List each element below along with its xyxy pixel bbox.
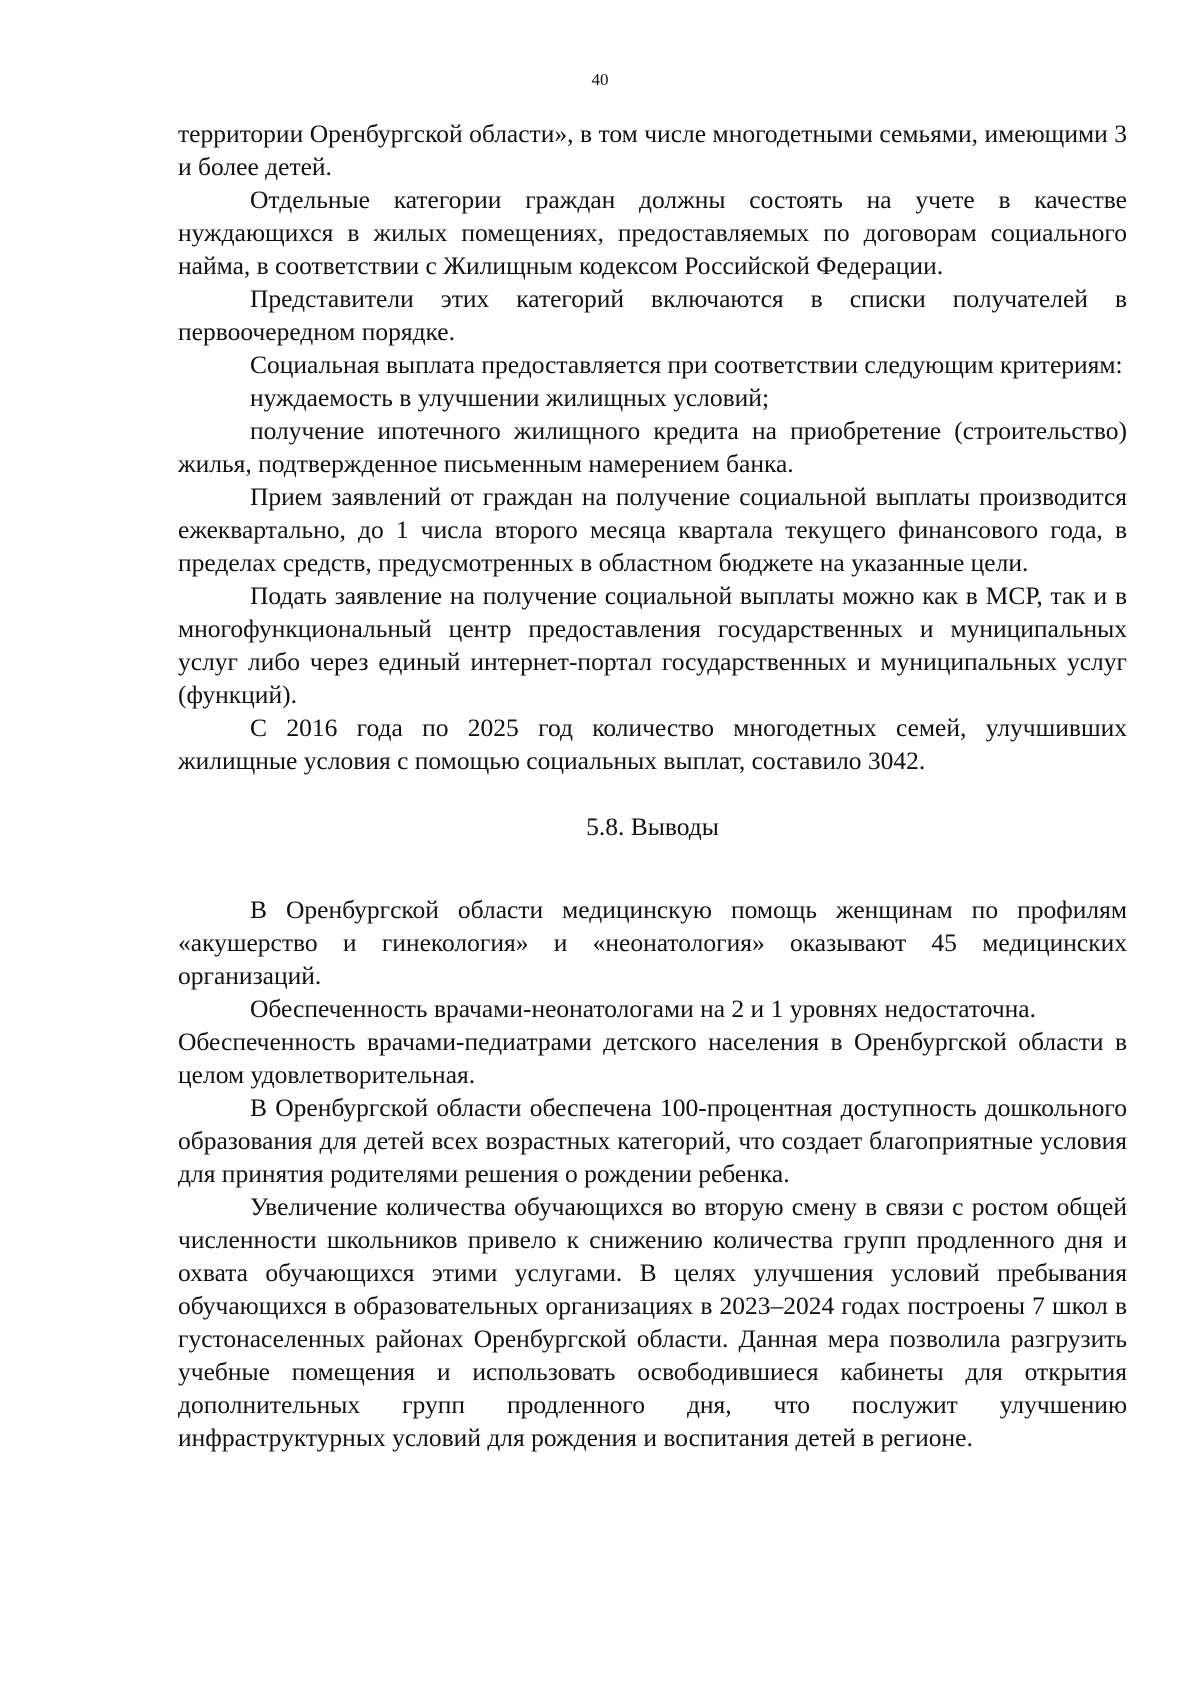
paragraph: В Оренбургской области медицинскую помощь женщинам по профилям «акушерство и гинекология» и «неонатология» оказывают 45 медицинских организаций. bbox=[178, 895, 1127, 990]
paragraphs-after-heading bbox=[178, 893, 1127, 1454]
document-body bbox=[178, 117, 1127, 1454]
section-heading: 5.8. Выводы bbox=[586, 812, 719, 841]
paragraph: Подать заявление на получение социальной выплаты можно как в МСР, так и в многофункциональный центр предоставления государственных и муниципальных услуг либо через единый интернет-портал государственных и муниципальных услуг (функций). bbox=[178, 581, 1127, 709]
paragraph: С 2016 года по 2025 год количество многодетных семей, улучшивших жилищные условия с помощью социальных выплат, составило 3042. bbox=[178, 713, 1127, 775]
paragraph: Обеспеченность врачами-педиатрами детского населения в Оренбургской области в целом удовлетворительная. bbox=[178, 1027, 1127, 1089]
paragraph: Увеличение количества обучающихся во вторую смену в связи с ростом общей численности школьников привело к снижению количества групп продленного дня и охвата обучающихся этими услугами. В целях улучшения условий пребывания обучающихся в образовательных организациях в 2023–2024 годах построены 7 школ в густонаселенных районах Оренбургской области. Данная мера позволила разгрузить учебные помещения и использовать освободившиеся кабинеты для открытия дополнительных групп продленного дня, что послужит улучшению инфраструктурных условий для рождения и воспитания детей в регионе. bbox=[178, 1192, 1127, 1452]
paragraph: получение ипотечного жилищного кредита на приобретение (строительство) жилья, подтвержденное письменным намерением банка. bbox=[178, 416, 1127, 478]
paragraph: В Оренбургской области обеспечена 100-процентная доступность дошкольного образования для детей всех возрастных категорий, что создает благоприятные условия для принятия родителями решения о рождении ребенка. bbox=[178, 1093, 1127, 1188]
page-number: 40 bbox=[591, 70, 609, 89]
paragraph: Отдельные категории граждан должны состоять на учете в качестве нуждающихся в жилых помещениях, предоставляемых по договорам социального найма, в соответствии с Жилищным кодексом Российской Федерации. bbox=[178, 185, 1127, 280]
paragraph: Прием заявлений от граждан на получение социальной выплаты производится ежеквартально, до 1 числа второго месяца квартала текущего финансового года, в пределах средств, предусмотренных в областном бюджете на указанные цели. bbox=[178, 482, 1127, 577]
paragraph: Обеспеченность врачами-неонатологами на 2 и 1 уровнях недостаточна. bbox=[250, 994, 1036, 1023]
paragraph: нуждаемость в улучшении жилищных условий; bbox=[250, 383, 770, 412]
paragraph: территории Оренбургской области», в том числе многодетными семьями, имеющими 3 и более детей. bbox=[178, 119, 1127, 181]
paragraphs-before-heading bbox=[178, 117, 1127, 777]
paragraph: Социальная выплата предоставляется при соответствии следующим критериям: bbox=[250, 350, 1123, 379]
paragraph: Представители этих категорий включаются в списки получателей в первоочередном порядке. bbox=[178, 284, 1127, 346]
